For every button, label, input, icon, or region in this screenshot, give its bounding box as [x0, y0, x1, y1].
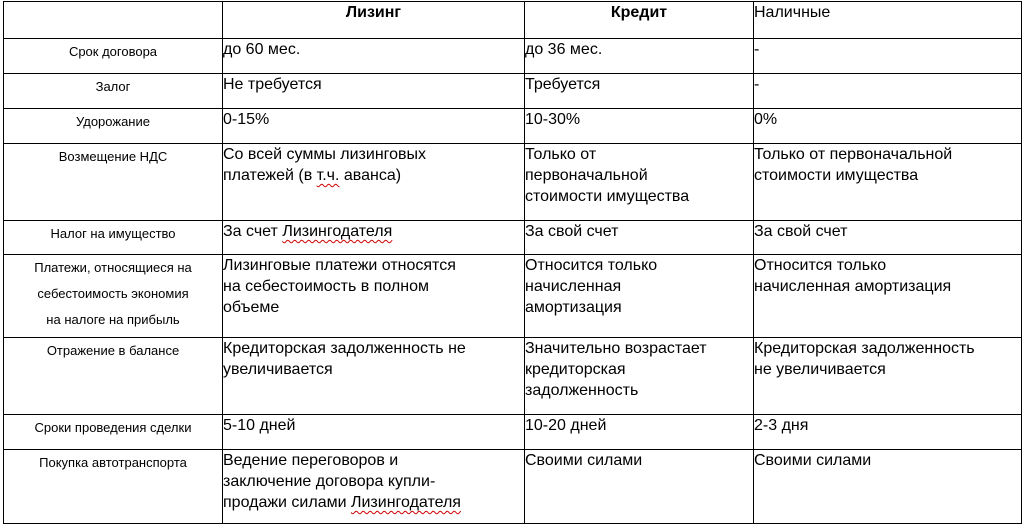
- cell-line: Только от первоначальной: [754, 146, 953, 163]
- leasing-cell: [223, 450, 525, 524]
- cell-line: Относится только: [754, 257, 887, 274]
- leasing-cell: [223, 109, 525, 144]
- header-empty-cell: [4, 2, 223, 39]
- row-label: [4, 39, 223, 74]
- cell-line: на себестоимость в полном: [223, 278, 429, 295]
- label-line: Залог: [95, 79, 131, 94]
- cell-line: до 36 мес.: [525, 41, 603, 58]
- table-row-term: [4, 39, 1022, 74]
- cash-cell: [754, 109, 1022, 144]
- credit-cell: [525, 74, 754, 109]
- cell-line: 2-3 дня: [754, 417, 809, 434]
- credit-cell: [525, 221, 754, 255]
- cell-line: Ведение переговоров и: [223, 452, 399, 469]
- table-row-vat: [4, 144, 1022, 221]
- table-row-property-tax: [4, 221, 1022, 255]
- header-row: [4, 2, 1022, 39]
- cell-line: Относится только: [525, 257, 658, 274]
- cell-line: Только от: [525, 146, 597, 163]
- cell-line: платежей (в т.ч. аванса): [223, 167, 402, 184]
- header-leasing: Лизинг: [223, 2, 525, 39]
- cell-line: стоимости имущества: [525, 188, 690, 205]
- cash-cell: [754, 39, 1022, 74]
- label-line: себестоимость экономия: [37, 286, 189, 301]
- label-line: Налог на имущество: [50, 226, 176, 241]
- table-row-markup: [4, 109, 1022, 144]
- financing-comparison-table: [3, 1, 1022, 524]
- row-label: [4, 109, 223, 144]
- credit-cell: [525, 255, 754, 338]
- cell-line: За свой счет: [525, 223, 619, 240]
- cell-line: объеме: [223, 299, 280, 316]
- cash-cell: [754, 144, 1022, 221]
- cell-text: продажи силами: [223, 494, 351, 511]
- cell-line: кредиторская: [525, 361, 626, 378]
- cell-line: 0%: [754, 111, 778, 128]
- cell-line: начисленная амортизация: [754, 278, 952, 295]
- table-row-costs: [4, 255, 1022, 338]
- label-line: Отражение в балансе: [46, 343, 180, 358]
- leasing-cell: [223, 74, 525, 109]
- row-label: [4, 450, 223, 524]
- cell-line: 10-20 дней: [525, 417, 607, 434]
- cell-line: [223, 492, 524, 513]
- cell-line: -: [754, 41, 760, 58]
- cell-line: заключение договора купли-: [223, 473, 436, 490]
- cell-line: стоимости имущества: [754, 167, 919, 184]
- row-label: [4, 74, 223, 109]
- cell-line: 10-30%: [525, 111, 581, 128]
- cash-cell: [754, 415, 1022, 450]
- cell-line: 5-10 дней: [223, 417, 296, 434]
- cell-line: Лизинговые платежи относятся: [223, 257, 456, 274]
- label-line: Платежи, относящиеся на: [34, 260, 192, 275]
- label-line: Возмещение НДС: [58, 149, 168, 164]
- leasing-cell: [223, 255, 525, 338]
- cell-line: [223, 221, 524, 242]
- row-label: [4, 338, 223, 415]
- label-line: на налоге на прибыль: [46, 312, 180, 327]
- label-line: Покупка автотранспорта: [39, 455, 187, 470]
- cell-line: до 60 мес.: [223, 41, 301, 58]
- row-label: [4, 221, 223, 255]
- cell-line: За свой счет: [754, 223, 848, 240]
- cell-line: 0-15%: [223, 111, 270, 128]
- label-line: Срок договора: [68, 44, 158, 59]
- cell-line: начисленная: [525, 278, 622, 295]
- leasing-cell: [223, 221, 525, 255]
- header-cash: Наличные: [754, 2, 1022, 39]
- table-row-deal-time: [4, 415, 1022, 450]
- spellcheck-word: Лизингодателя: [350, 494, 461, 511]
- cell-line: Требуется: [525, 76, 601, 93]
- cell-line: Со всей суммы лизинговых: [223, 146, 427, 163]
- spellcheck-word: Лизингодателя: [282, 223, 393, 240]
- cell-line: Своими силами: [754, 452, 872, 469]
- table-row-vehicle-purchase: [4, 450, 1022, 524]
- cell-line: Не требуется: [223, 76, 322, 93]
- cell-line: первоначальной: [525, 167, 648, 184]
- label-line: Удорожание: [76, 114, 150, 129]
- cash-cell: [754, 74, 1022, 109]
- table-row-collateral: [4, 74, 1022, 109]
- cell-line: амортизация: [525, 299, 622, 316]
- cash-cell: [754, 221, 1022, 255]
- credit-cell: [525, 338, 754, 415]
- cash-cell: [754, 450, 1022, 524]
- cell-line: не увеличивается: [754, 361, 886, 378]
- leasing-cell: [223, 338, 525, 415]
- cell-line: Кредиторская задолженность не: [223, 340, 466, 357]
- credit-cell: [525, 415, 754, 450]
- cash-cell: [754, 338, 1022, 415]
- leasing-cell: [223, 144, 525, 221]
- cell-line: -: [754, 76, 760, 93]
- leasing-cell: [223, 415, 525, 450]
- header-credit: Кредит: [525, 2, 754, 39]
- label-line: Сроки проведения сделки: [34, 420, 192, 435]
- cell-line: Кредиторская задолженность: [754, 340, 975, 357]
- credit-cell: [525, 39, 754, 74]
- row-label: [4, 415, 223, 450]
- table-row-balance: [4, 338, 1022, 415]
- cash-cell: [754, 255, 1022, 338]
- credit-cell: [525, 144, 754, 221]
- spellcheck-word: т.ч.: [316, 167, 340, 184]
- cell-text: За счет: [223, 223, 283, 240]
- credit-cell: [525, 450, 754, 524]
- row-label: [4, 144, 223, 221]
- cell-line: задолженность: [525, 382, 639, 399]
- cell-line: Своими силами: [525, 452, 643, 469]
- cell-line: Значительно возрастает: [525, 340, 707, 357]
- credit-cell: [525, 109, 754, 144]
- row-label: [4, 255, 223, 338]
- cell-line: увеличивается: [223, 361, 333, 378]
- leasing-cell: [223, 39, 525, 74]
